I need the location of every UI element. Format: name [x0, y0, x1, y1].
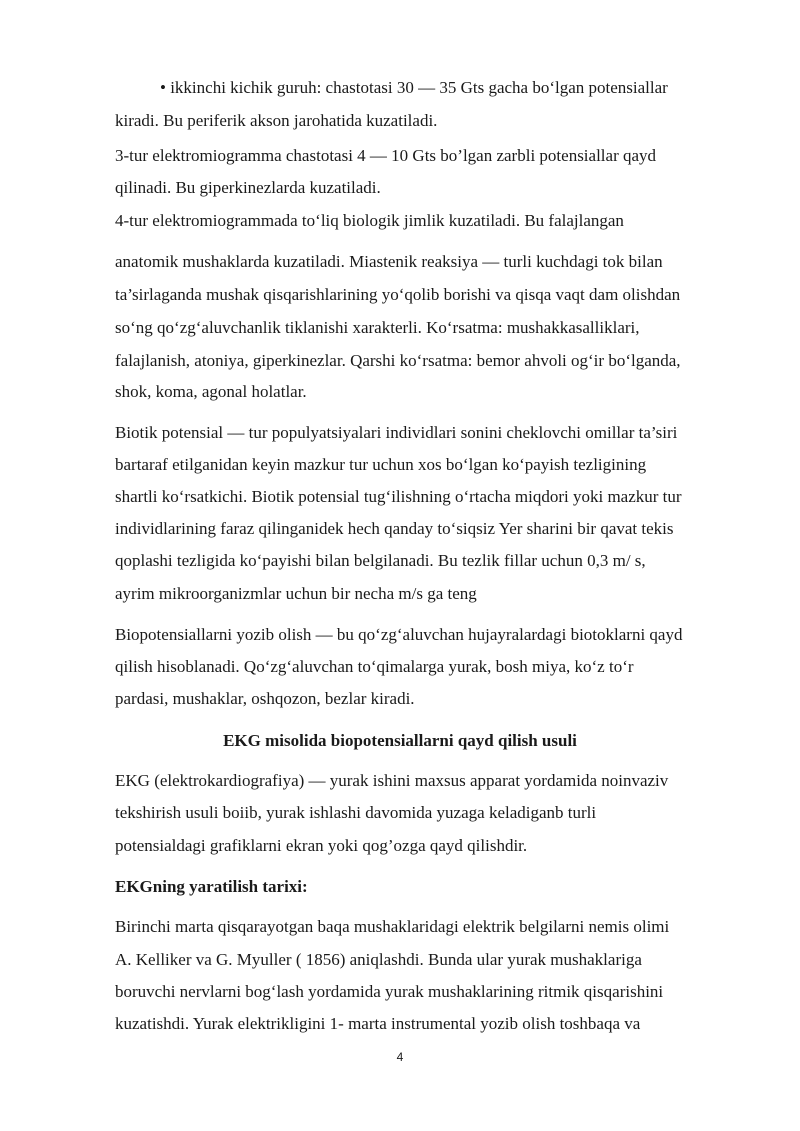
text-line: so‘ng qo‘zg‘aluvchanlik tiklanishi xarakterli. Ko‘rsatma: mushakkasalliklari, — [115, 318, 640, 337]
text-line: 3-tur elektromiogramma chastotasi 4 — 10 Gts bo’lgan zarbli potensiallar qayd — [115, 146, 657, 165]
text-line: qilinadi. Bu giperkinezlarda kuzatiladi. — [115, 178, 381, 197]
subsection-heading: EKGning yaratilish tarixi: — [115, 877, 308, 896]
text-line: potensialdagi grafiklarni ekran yoki qog’ozga qayd qilishdir. — [115, 836, 528, 855]
text-line: pardasi, mushaklar, oshqozon, bezlar kiradi. — [115, 689, 415, 708]
text-line: • ikkinchi kichik guruh: chastotasi 30 — 35 Gts gacha bo‘lgan potensiallar — [160, 78, 668, 97]
text-line: kuzatishdi. Yurak elektrikligini 1- marta instrumental yozib olish toshbaqa va — [115, 1014, 641, 1033]
text-line: Biopotensiallarni yozib olish — bu qo‘zg‘aluvchan hujayralardagi biotoklarni qayd — [115, 625, 683, 644]
text-line: anatomik mushaklarda kuzatiladi. Miastenik reaksiya — turli kuchdagi tok bilan — [115, 252, 663, 271]
page-number: 4 — [396, 1050, 404, 1064]
text-line: shok, koma, agonal holatlar. — [115, 382, 307, 401]
text-line: kiradi. Bu periferik akson jarohatida kuzatiladi. — [115, 111, 438, 130]
text-line: ayrim mikroorganizmlar uchun bir necha m/s ga teng — [115, 584, 477, 603]
text-line: bartaraf etilganidan keyin mazkur tur uchun xos bo‘lgan ko‘payish tezligining — [115, 455, 647, 474]
section-heading: EKG misolida biopotensiallarni qayd qilish usuli — [223, 731, 577, 750]
text-line: Biotik potensial — tur populyatsiyalari individlari sonini cheklovchi omillar ta’siri — [115, 423, 678, 442]
text-line: 4-tur elektromiogrammada to‘liq biologik jimlik kuzatiladi. Bu falajlangan — [115, 211, 624, 230]
text-line: qilish hisoblanadi. Qo‘zg‘aluvchan to‘qimalarga yurak, bosh miya, ko‘z to‘r — [115, 657, 634, 676]
text-line: Birinchi marta qisqarayotgan baqa mushaklaridagi elektrik belgilarni nemis olimi — [115, 917, 670, 936]
text-line: falajlanish, atoniya, giperkinezlar. Qarshi ko‘rsatma: bemor ahvoli og‘ir bo‘lganda, — [115, 351, 681, 370]
text-line: ta’sirlaganda mushak qisqarishlarining yo‘qolib borishi va qisqa vaqt dam olishdan — [115, 285, 681, 304]
text-line: boruvchi nervlarni bog‘lash yordamida yurak mushaklarining ritmik qisqarishini — [115, 982, 664, 1001]
text-line: shartli ko‘rsatkichi. Biotik potensial tug‘ilishning o‘rtacha miqdori yoki mazkur tur — [115, 487, 682, 506]
text-line: A. Kelliker va G. Myuller ( 1856) aniqlashdi. Bunda ular yurak mushaklariga — [115, 950, 642, 969]
text-line: qoplashi tezligida ko‘payishi bilan belgilanadi. Bu tezlik fillar uchun 0,3 m/ s, — [115, 551, 646, 570]
text-line: tekshirish usuli boiib, yurak ishlashi davomida yuzaga keladiganb turli — [115, 803, 597, 822]
text-line: individlarining faraz qilinganidek hech qanday to‘siqsiz Yer sharini bir qavat tekis — [115, 519, 674, 538]
text-line: EKG (elektrokardiografiya) — yurak ishini maxsus apparat yordamida noinvaziv — [115, 771, 669, 790]
